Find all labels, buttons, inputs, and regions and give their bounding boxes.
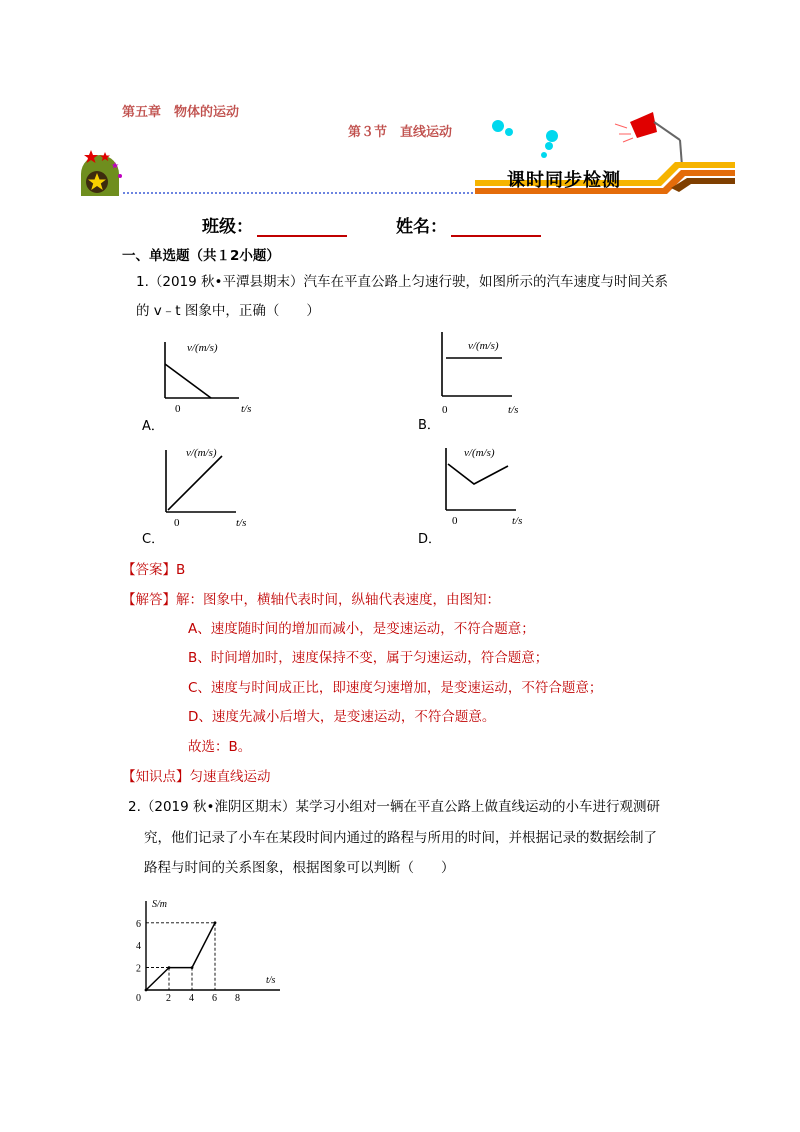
class-label: 班级： (202, 217, 253, 237)
analysis-intro: 解：图象中，横轴代表时间，纵轴代表速度，由图知： (176, 592, 500, 608)
bubble-icon (492, 120, 504, 132)
name-label: 姓名： (396, 217, 447, 237)
analysis-line-a: A、速度随时间的增加而减小，是变速运动，不符合题意； (188, 621, 535, 637)
answer-tag: 【答案】 (122, 562, 176, 578)
analysis-line-b: B、时间增加时，速度保持不变，属于匀速运动，符合题意； (188, 650, 549, 666)
chart-y-tick-label: 2 (136, 963, 141, 975)
bubble-icon (545, 142, 553, 150)
chart-data-point (168, 966, 171, 969)
chart-xlabel: t/s (266, 975, 276, 986)
knowledge-value: 匀速直线运动 (189, 769, 271, 785)
chart-x-tick-label: 2 (166, 993, 171, 1004)
banner-title: 课时同步检测 (507, 170, 621, 191)
chart-ylabel: S/m (152, 899, 167, 910)
graph-b-ylabel: v/(m/s) (468, 340, 499, 352)
chapter-title: 第五章 物体的运动 (122, 105, 240, 120)
graph-d-ylabel: v/(m/s) (464, 447, 495, 459)
question-1-line-2: 的 v﹣t 图象中，正确（ ） (136, 303, 320, 319)
chart-origin: 0 (136, 993, 141, 1004)
graph-option-c (156, 442, 276, 534)
class-blank (257, 215, 347, 237)
knowledge-row (122, 763, 271, 792)
star-badge-icon (81, 150, 122, 196)
section-heading: 一、单选题（共１2小题） (122, 248, 280, 264)
question-2-line-1: 2.（2019 秋•淮阴区期末）某学习小组对一辆在平直公路上做直线运动的小车进行观测研 (128, 799, 660, 815)
header-banner (75, 110, 735, 200)
analysis-line-d: D、速度先减小后增大，是变速运动，不符合题意。 (188, 709, 496, 725)
analysis-line-c: C、速度与时间成正比，即速度匀速增加，是变速运动，不符合题意； (188, 680, 603, 696)
chart-line-segment (192, 923, 215, 968)
graph-a-ylabel: v/(m/s) (187, 342, 218, 354)
graph-b-xlabel: t/s (508, 404, 519, 416)
section-title: 第３节 直线运动 (348, 125, 453, 140)
name-blank (451, 215, 541, 237)
analysis-conclusion: 故选：B。 (188, 739, 252, 755)
distance-time-chart (132, 895, 292, 1011)
bubble-icon (546, 130, 558, 142)
graph-option-a (155, 332, 275, 422)
graph-a-origin: 0 (175, 403, 181, 415)
answer-row (122, 556, 185, 585)
bubble-icon (541, 152, 547, 158)
question-1-line-1: 1.（2019 秋•平潭县期末）汽车在平直公路上匀速行驶，如图所示的汽车速度与时间关系 (136, 274, 668, 290)
graph-option-d (436, 440, 556, 532)
chart-x-tick-label: 6 (212, 993, 217, 1004)
chart-line-segment (146, 968, 169, 990)
graph-option-b (432, 324, 552, 420)
name-field (396, 212, 541, 237)
graph-d-origin: 0 (452, 515, 458, 527)
chart-x-tick-label: 8 (235, 993, 240, 1004)
option-d-label: D． (418, 532, 442, 547)
option-a-label: A． (142, 419, 164, 434)
chart-data-point (214, 921, 217, 924)
graph-a-xlabel: t/s (241, 403, 252, 415)
chart-y-tick-label: 4 (136, 941, 141, 953)
option-b-label: B． (418, 418, 440, 433)
graph-d-xlabel: t/s (512, 515, 523, 527)
chart-y-tick-label: 6 (136, 918, 141, 930)
chart-data-point (191, 966, 194, 969)
graph-b-origin: 0 (442, 404, 448, 416)
option-c-label: C． (142, 532, 165, 547)
analysis-row (122, 586, 500, 615)
class-field (202, 212, 347, 237)
desk-lamp-icon (615, 112, 682, 166)
answer-value: B (176, 562, 186, 578)
chart-data-point (145, 989, 148, 992)
question-2-line-3: 路程与时间的关系图象，根据图象可以判断（ ） (144, 860, 455, 876)
bubble-icon (505, 128, 513, 136)
graph-c-ylabel: v/(m/s) (186, 447, 217, 459)
question-2-line-2: 究，他们记录了小车在某段时间内通过的路程与所用的时间，并根据记录的数据绘制了 (144, 830, 657, 846)
graph-c-origin: 0 (174, 517, 180, 529)
chart-x-tick-label: 4 (189, 993, 194, 1004)
knowledge-tag: 【知识点】 (122, 769, 190, 785)
analysis-tag: 【解答】 (122, 592, 176, 608)
graph-c-xlabel: t/s (236, 517, 247, 529)
